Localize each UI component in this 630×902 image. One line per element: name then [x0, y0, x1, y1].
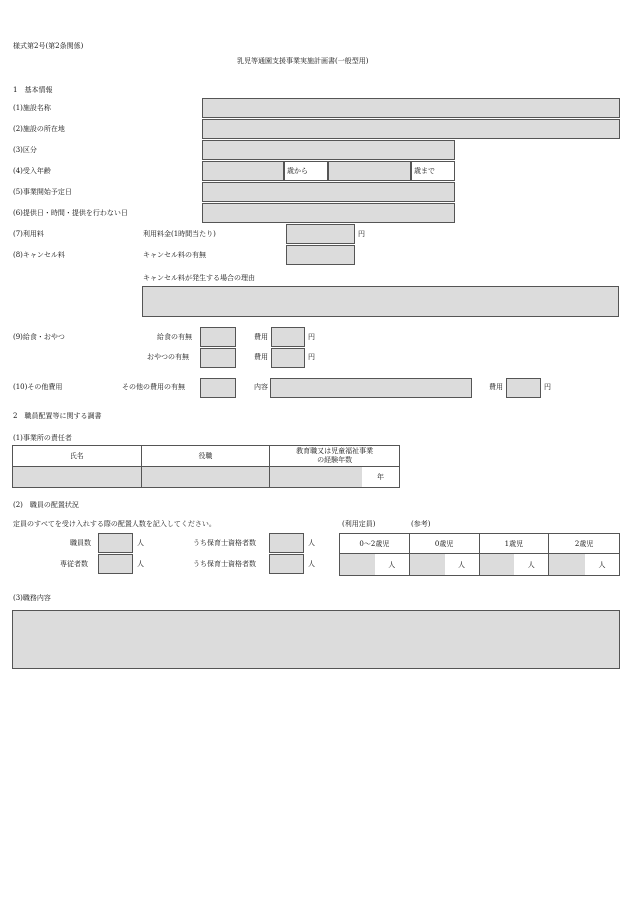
full-time-count-label: 専従者数: [60, 560, 88, 568]
facility-name-field[interactable]: [202, 98, 620, 118]
staff-qualified-unit: 人: [308, 539, 315, 547]
other-cost-unit: 円: [544, 383, 551, 391]
age-2-cell: [549, 554, 620, 576]
other-cost-label: 費用: [489, 383, 503, 391]
category-label: (3)区分: [13, 146, 37, 154]
staff-count-field[interactable]: [98, 533, 133, 553]
full-time-count-unit: 人: [137, 560, 144, 568]
age-0-unit: 人: [445, 554, 479, 575]
meal-sub-label: 給食の有無: [157, 333, 192, 341]
category-field[interactable]: [202, 140, 455, 160]
cancel-field[interactable]: [286, 245, 355, 265]
fee-label: (7)利用料: [13, 230, 44, 238]
manager-label: (1)事業所の責任者: [13, 434, 72, 442]
meal-field[interactable]: [200, 327, 236, 347]
manager-experience-cell: [270, 467, 400, 488]
full-time-qualified-unit: 人: [308, 560, 315, 568]
age-from-field[interactable]: [202, 161, 284, 181]
col-experience-line1: 教育職又は児童福祉事業: [296, 446, 374, 455]
age-col-2: 2歳児: [549, 534, 620, 554]
duties-field[interactable]: [12, 610, 620, 669]
col-experience-line2: の経験年数: [317, 456, 353, 464]
snack-cost-unit: 円: [308, 353, 315, 361]
meal-cost-field[interactable]: [271, 327, 305, 347]
fee-unit: 円: [358, 230, 365, 238]
reference-label: (参考): [411, 520, 431, 528]
capacity-label: (利用定員): [342, 520, 376, 528]
form-number: 様式第2号(第2条関係): [13, 42, 84, 50]
service-days-label: (6)提供日・時間・提供を行わない日: [13, 209, 128, 217]
age-col-0: 0歳児: [409, 534, 479, 554]
service-days-field[interactable]: [202, 203, 455, 223]
start-date-label: (5)事業開始予定日: [13, 188, 72, 196]
age-to-unit: 歳まで: [414, 167, 435, 175]
other-content-label: 内容: [254, 383, 268, 391]
snack-cost-field[interactable]: [271, 348, 305, 368]
age-capacity-table: [339, 533, 620, 576]
staff-count-unit: 人: [137, 539, 144, 547]
age-0-2-unit: 人: [375, 554, 409, 575]
col-position: 役職: [141, 446, 270, 467]
age-from-unit: 歳から: [287, 167, 308, 175]
staff-qualified-label: うち保育士資格者数: [193, 539, 256, 547]
age-0-field[interactable]: [410, 554, 445, 575]
age-col-0-2: 0〜2歳児: [340, 534, 410, 554]
staff-qualified-field[interactable]: [269, 533, 304, 553]
fee-field[interactable]: [286, 224, 355, 244]
full-time-qualified-label: うち保育士資格者数: [193, 560, 256, 568]
page-title: 乳児等通園支援事業実施計画書(一般型用): [237, 57, 369, 65]
snack-cost-label: 費用: [254, 353, 268, 361]
other-label: (10)その他費用: [13, 383, 63, 391]
facility-name-label: (1)施設名称: [13, 104, 51, 112]
section2-heading: 2 職員配置等に関する調書: [13, 412, 102, 420]
meals-label: (9)給食・おやつ: [13, 333, 65, 341]
age-2-field[interactable]: [549, 554, 585, 575]
age-to-field[interactable]: [328, 161, 411, 181]
cancel-reason-label: キャンセル料が発生する場合の理由: [143, 274, 255, 282]
manager-table: [12, 445, 400, 488]
full-time-qualified-field[interactable]: [269, 554, 304, 574]
staff-count-label: 職員数: [70, 539, 91, 547]
meal-cost-label: 費用: [254, 333, 268, 341]
cancel-label: (8)キャンセル料: [13, 251, 65, 259]
age-1-cell: [479, 554, 549, 576]
staffing-note: 定員のすべてを受け入れする際の配置人数を記入してください。: [13, 520, 216, 528]
age-1-unit: 人: [514, 554, 548, 575]
start-date-field[interactable]: [202, 182, 455, 202]
age-col-1: 1歳児: [479, 534, 549, 554]
col-experience: [270, 446, 400, 467]
cancel-reason-field[interactable]: [142, 286, 619, 317]
snack-field[interactable]: [200, 348, 236, 368]
duties-label: (3)職務内容: [13, 594, 51, 602]
age-2-unit: 人: [585, 554, 619, 575]
full-time-count-field[interactable]: [98, 554, 133, 574]
other-sub-label: その他の費用の有無: [122, 383, 185, 391]
snack-sub-label: おやつの有無: [147, 353, 189, 361]
facility-address-label: (2)施設の所在地: [13, 125, 65, 133]
staffing-label: (2) 職員の配置状況: [13, 501, 79, 509]
year-unit: 年: [362, 467, 399, 487]
cancel-sub-label: キャンセル料の有無: [143, 251, 206, 259]
age-0-2-cell: [340, 554, 410, 576]
col-name: 氏名: [13, 446, 142, 467]
age-0-2-field[interactable]: [340, 554, 375, 575]
manager-experience-field[interactable]: [270, 467, 362, 487]
manager-name-field[interactable]: [13, 467, 142, 488]
other-cost-field[interactable]: [506, 378, 541, 398]
fee-sub-label: 利用料金(1時間当たり): [143, 230, 216, 238]
age-1-field[interactable]: [480, 554, 515, 575]
age-range-label: (4)受入年齢: [13, 167, 51, 175]
manager-position-field[interactable]: [141, 467, 270, 488]
other-field[interactable]: [200, 378, 236, 398]
age-0-cell: [409, 554, 479, 576]
other-content-field[interactable]: [270, 378, 472, 398]
facility-address-field[interactable]: [202, 119, 620, 139]
section1-heading: 1 基本情報: [13, 86, 53, 94]
meal-cost-unit: 円: [308, 333, 315, 341]
